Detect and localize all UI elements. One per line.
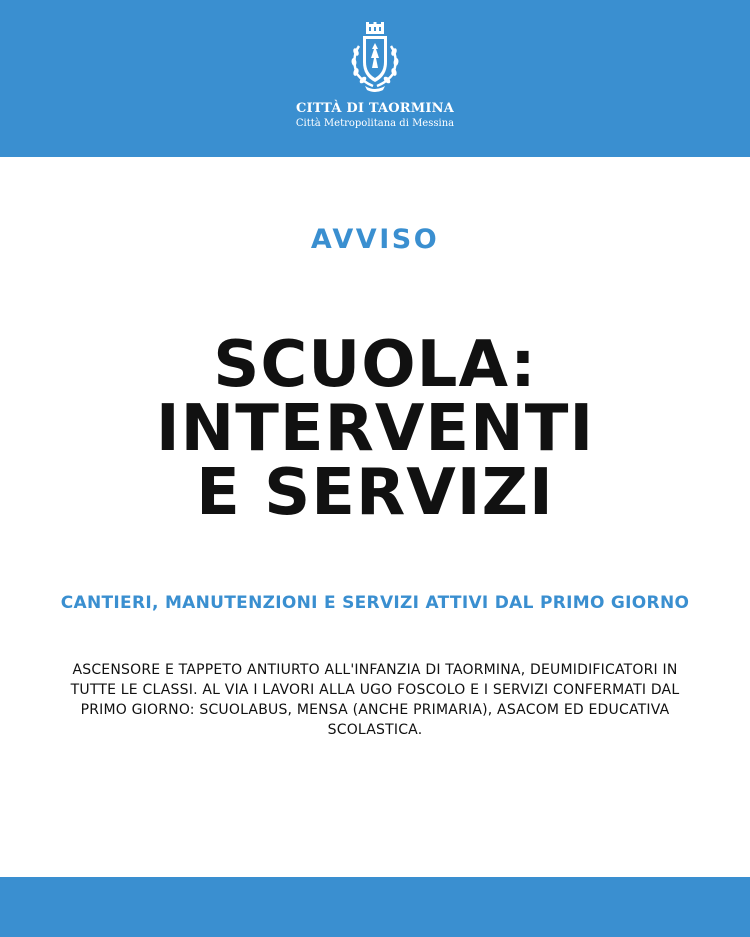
headline bbox=[0, 328, 750, 530]
municipal-crest-icon bbox=[345, 22, 405, 94]
city-name: CITTÀ DI TAORMINA bbox=[295, 101, 455, 116]
notice-body: ASCENSORE E TAPPETO ANTIURTO ALL'INFANZIA DI TAORMINA, DEUMIDIFICATORI IN TUTTE LE CLASSI. AL VIA I LAVORI ALLA UGO FOSCOLO E I SERVIZI CONFERMATI DAL PRIMO GIORNO: SCUOLABUS, MENSA (ANCHE PRIMARIA), ASACOM ED EDUCATIVA SCOLASTICA. bbox=[70, 662, 680, 738]
headline-line-3: E SERVIZI bbox=[196, 456, 554, 530]
notice-subtitle: CANTIERI, MANUTENZIONI E SERVIZI ATTIVI DAL PRIMO GIORNO bbox=[60, 593, 690, 613]
notice-label: AVVISO bbox=[310, 224, 440, 255]
headline-line-1: SCUOLA: bbox=[213, 328, 537, 402]
footer-band bbox=[0, 877, 750, 937]
city-subtitle: Città Metropolitana di Messina bbox=[295, 118, 455, 129]
header-band bbox=[0, 0, 750, 157]
headline-line-2: INTERVENTI bbox=[155, 392, 595, 466]
